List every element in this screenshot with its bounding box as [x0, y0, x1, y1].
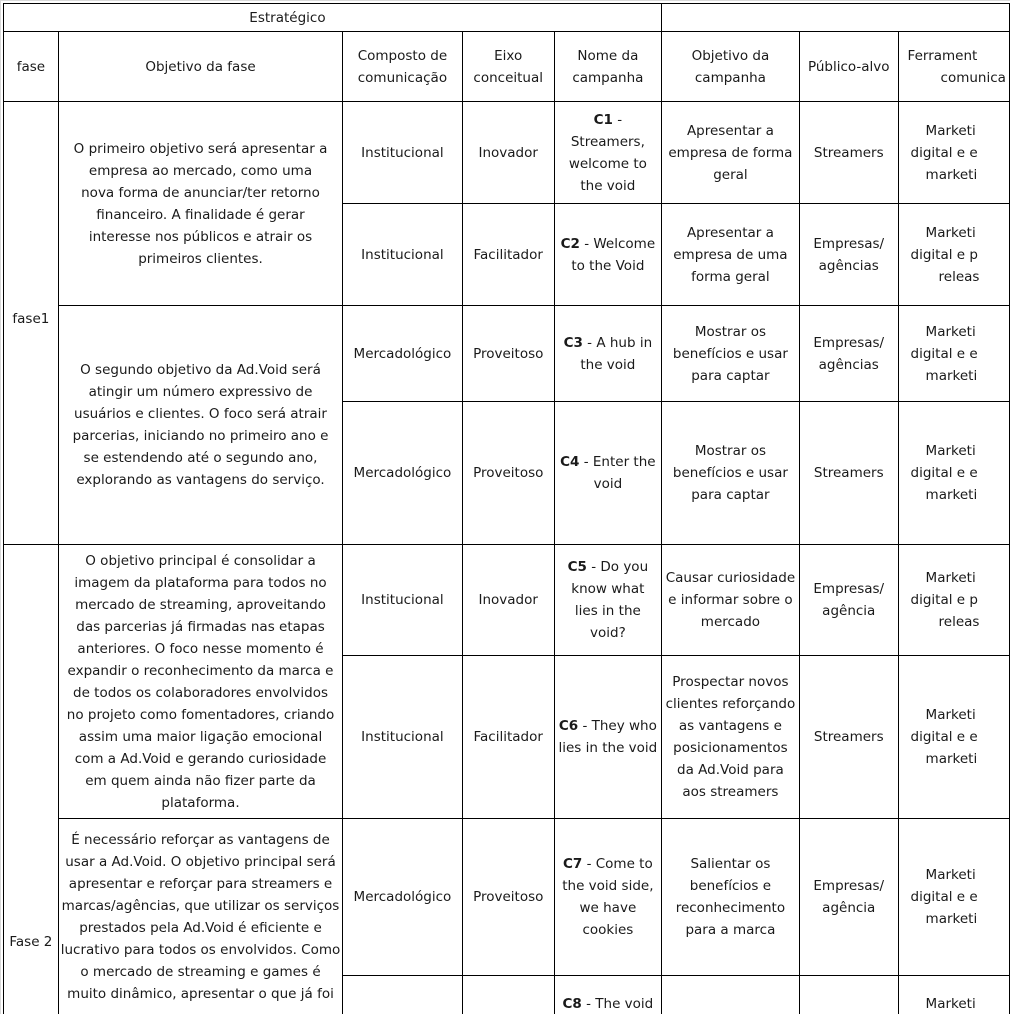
tools-line: Marketi	[925, 122, 976, 139]
tools-line: digital e e	[910, 465, 978, 481]
tools-line: releas	[938, 268, 980, 285]
audience-text: Streamers	[813, 144, 884, 161]
tools-line: marketi	[925, 166, 978, 183]
mix-text: Mercadológico	[353, 345, 452, 362]
mix-text: Mercadológico	[353, 889, 452, 905]
gridline	[0, 0, 1010, 1]
campaign-separator: -	[612, 111, 623, 128]
audience-cell[interactable]	[799, 306, 898, 402]
audience-cell[interactable]	[799, 656, 898, 819]
phase-objective-cell[interactable]	[58, 819, 343, 1014]
campaign-name-cell[interactable]	[554, 976, 661, 1014]
axis-text: Proveitoso	[473, 889, 544, 905]
campaign-name-cell[interactable]	[554, 656, 661, 819]
header-line: Composto de	[357, 47, 448, 64]
tools-line: marketi	[925, 911, 978, 927]
campaign-name: Streamers, welcome to the void	[568, 133, 647, 194]
campaign-separator: -	[579, 235, 594, 252]
campaign-code: C5	[567, 559, 587, 575]
audience-text: Empresas/ agências	[813, 235, 885, 274]
header-line: Objetivo da	[691, 47, 770, 64]
campaign-code: C8	[562, 996, 582, 1012]
header-conceptual-axis[interactable]	[462, 32, 554, 102]
campaign-objective-text: Apresentar a empresa de uma forma geral	[673, 224, 788, 285]
campaign-code: C2	[560, 235, 580, 252]
tools-line: Marketi	[925, 867, 976, 883]
tools-cell[interactable]	[898, 102, 1009, 204]
phase-objective-cell[interactable]	[58, 545, 343, 819]
tools-cell[interactable]	[898, 819, 1009, 976]
column-header-row	[4, 32, 1010, 102]
tools-line: digital e e	[910, 889, 978, 905]
tools-line: Marketi	[925, 996, 976, 1012]
campaign-objective-cell[interactable]	[661, 976, 799, 1014]
campaign-code: C6	[558, 718, 579, 734]
header-line: comunica	[940, 69, 1006, 86]
mix-cell[interactable]	[343, 402, 462, 545]
phase-objective-text: O segundo objetivo da Ad.Void será atingir um número expressivo de usuários e clientes. O foco será atrair parcerias, iniciando no primeiro ano e se estendendo até o segundo ano, explorando as vantagens do serviço.	[72, 362, 329, 488]
campaign-objective-cell[interactable]	[661, 204, 799, 306]
axis-text: Proveitoso	[473, 345, 544, 362]
mix-cell[interactable]	[343, 204, 462, 306]
empty-group-header[interactable]	[661, 4, 1009, 32]
mix-text: Institucional	[361, 592, 444, 608]
tools-line: marketi	[925, 751, 978, 767]
campaign-name-cell[interactable]	[554, 402, 661, 545]
header-line: Ferrament	[907, 47, 978, 64]
mix-cell[interactable]	[343, 306, 462, 402]
header-phase-objective[interactable]	[58, 32, 343, 102]
audience-cell[interactable]	[799, 819, 898, 976]
axis-cell[interactable]	[462, 102, 554, 204]
header-phase-text: fase	[16, 58, 46, 75]
tools-line: digital e p	[910, 592, 978, 608]
mix-cell[interactable]	[343, 819, 462, 976]
phase-objective-text: O objetivo principal é consolidar a imagem da plataforma para todos no mercado de streaming, aproveitando das parcerias já firmadas nas etapas anteriores. O foco nesse momento é expandir o reconhecimento da marca e de todos os colaboradores envolvidos no projeto como fomentadores, criando assim uma maior ligação emocional com a Ad.Void e gerando curiosidade em quem ainda não fizer parte da plataforma.	[66, 552, 335, 811]
axis-cell[interactable]	[462, 402, 554, 545]
audience-text: Empresas/ agência	[813, 581, 885, 619]
campaign-objective-text: Salientar os benefícios e reconhecimento para a marca	[675, 856, 786, 938]
header-line: conceitual	[473, 69, 544, 86]
campaign-objective-cell[interactable]	[661, 102, 799, 204]
strategic-group-header[interactable]	[4, 4, 662, 32]
axis-text: Inovador	[478, 592, 538, 608]
tools-cell[interactable]	[898, 976, 1009, 1014]
tools-line: Marketi	[925, 443, 976, 459]
campaign-separator: -	[579, 454, 593, 470]
campaign-name: The void	[595, 996, 654, 1012]
tools-cell[interactable]	[898, 656, 1009, 819]
campaign-objective-text: Apresentar a empresa de forma geral	[668, 122, 793, 183]
mix-cell[interactable]	[343, 656, 462, 819]
campaign-separator: -	[582, 334, 597, 351]
phase-objective-text: É necessário reforçar as vantagens de usar a Ad.Void. O objetivo principal será apresentar e reforçar para streamers e marcas/agências, que utilizar os serviços prestados pela Ad.Void é eficiente e lucrativo para todos os envolvidos. Como o mercado de streaming e games é muito dinâmico, apresentar o que já foi	[60, 832, 341, 1002]
campaign-objective-text: Causar curiosidade e informar sobre o mercado	[665, 570, 796, 630]
strategic-header-text: Estratégico	[249, 9, 326, 26]
audience-text: Empresas/ agências	[813, 334, 885, 373]
campaign-code: C3	[563, 334, 583, 351]
mix-text: Institucional	[361, 246, 444, 263]
header-tools[interactable]	[898, 32, 1009, 102]
tools-line: marketi	[925, 487, 978, 503]
campaign-objective-text: Prospectar novos clientes reforçando as vantagens e posicionamentos da Ad.Void para aos streamers	[665, 674, 796, 800]
axis-cell[interactable]	[462, 819, 554, 976]
axis-cell[interactable]	[462, 306, 554, 402]
campaign-objective-cell[interactable]	[661, 306, 799, 402]
tools-line: digital e e	[910, 729, 978, 745]
audience-text: Streamers	[813, 465, 884, 481]
phase-label: Fase 2	[9, 934, 53, 950]
header-communication-mix[interactable]	[343, 32, 462, 102]
phase-cell[interactable]	[4, 545, 59, 1014]
campaign-name-cell[interactable]	[554, 204, 661, 306]
tools-line: marketi	[925, 367, 978, 384]
audience-cell[interactable]	[799, 204, 898, 306]
header-target-audience-text: Público-alvo	[807, 58, 890, 75]
header-target-audience[interactable]	[799, 32, 898, 102]
tools-line: Marketi	[925, 707, 976, 723]
campaign-name-cell[interactable]	[554, 819, 661, 976]
campaign-separator: -	[581, 996, 596, 1012]
mix-cell[interactable]	[343, 545, 462, 656]
campaign-separator: -	[578, 718, 592, 734]
table-row	[4, 102, 1010, 204]
mix-cell[interactable]	[343, 976, 462, 1014]
campaign-name-cell[interactable]	[554, 306, 661, 402]
tools-cell[interactable]	[898, 306, 1009, 402]
tools-line: Marketi	[925, 570, 976, 586]
tools-cell[interactable]	[898, 402, 1009, 545]
campaign-objective-text: Mostrar os benefícios e usar para captar	[672, 443, 788, 503]
audience-cell[interactable]	[799, 102, 898, 204]
phase-objective-cell[interactable]	[58, 102, 343, 306]
campaign-objective-cell[interactable]	[661, 656, 799, 819]
campaign-objective-cell[interactable]	[661, 819, 799, 976]
header-line: campanha	[694, 69, 766, 86]
campaign-name: Welcome to the Void	[571, 235, 656, 274]
campaign-objective-cell[interactable]	[661, 545, 799, 656]
audience-cell[interactable]	[799, 976, 898, 1014]
axis-cell[interactable]	[462, 204, 554, 306]
tools-line: Marketi	[925, 224, 976, 241]
axis-cell[interactable]	[462, 976, 554, 1014]
audience-text: Empresas/ agência	[813, 878, 885, 916]
tools-cell[interactable]	[898, 545, 1009, 656]
axis-cell[interactable]	[462, 545, 554, 656]
axis-cell[interactable]	[462, 656, 554, 819]
campaign-separator: -	[582, 856, 596, 872]
campaign-objective-cell[interactable]	[661, 402, 799, 545]
header-campaign-name[interactable]	[554, 32, 661, 102]
campaign-objective-text: Mostrar os benefícios e usar para captar	[672, 323, 788, 384]
mix-text: Institucional	[361, 144, 444, 161]
tools-line: digital e e	[910, 144, 978, 161]
mix-text: Mercadológico	[353, 465, 452, 481]
axis-text: Facilitador	[473, 246, 543, 263]
tools-line: Marketi	[925, 323, 976, 340]
campaign-name: They who lies in the void	[558, 718, 658, 756]
campaign-name: A hub in the void	[580, 334, 653, 373]
campaign-code: C4	[560, 454, 580, 470]
axis-text: Inovador	[478, 144, 538, 161]
campaign-name-cell[interactable]	[554, 102, 661, 204]
header-line: Eixo	[494, 47, 523, 64]
tools-line: releas	[938, 614, 980, 630]
table-row	[4, 819, 1010, 976]
tools-cell[interactable]	[898, 204, 1009, 306]
campaign-name-cell[interactable]	[554, 545, 661, 656]
header-line: campanha	[572, 69, 644, 86]
campaign-code: C7	[562, 856, 583, 872]
header-line: Nome da	[577, 47, 639, 64]
header-campaign-objective[interactable]	[661, 32, 799, 102]
mix-cell[interactable]	[343, 102, 462, 204]
campaign-separator: -	[586, 559, 601, 575]
header-line: comunicação	[357, 69, 448, 86]
audience-cell[interactable]	[799, 545, 898, 656]
campaign-name: Come to the void side, we have cookies	[562, 856, 654, 938]
campaign-planning-table	[3, 3, 1010, 1014]
audience-text: Streamers	[813, 729, 884, 745]
group-header-row	[4, 4, 1010, 32]
axis-text: Proveitoso	[473, 465, 544, 481]
audience-cell[interactable]	[799, 402, 898, 545]
campaign-name: Enter the void	[592, 454, 656, 492]
tools-line: digital e p	[910, 246, 978, 263]
campaign-name: Do you know what lies in the void?	[571, 559, 649, 641]
table-row	[4, 306, 1010, 402]
gridline	[0, 0, 1, 1014]
phase-objective-cell[interactable]	[58, 306, 343, 545]
phase-objective-text: O primeiro objetivo será apresentar a empresa ao mercado, como uma nova forma de anunciar/ter retorno financeiro. A finalidade é gerar interesse nos públicos e atrair os primeiros clientes.	[73, 140, 328, 267]
phase-label: fase1	[12, 311, 50, 327]
campaign-code: C1	[593, 111, 613, 128]
phase-cell[interactable]	[4, 102, 59, 545]
header-phase-objective-text: Objetivo da fase	[145, 58, 256, 75]
tools-line: digital e e	[910, 345, 978, 362]
header-phase[interactable]	[4, 32, 59, 102]
table-row	[4, 545, 1010, 656]
mix-text: Institucional	[361, 729, 444, 745]
axis-text: Facilitador	[473, 729, 543, 745]
